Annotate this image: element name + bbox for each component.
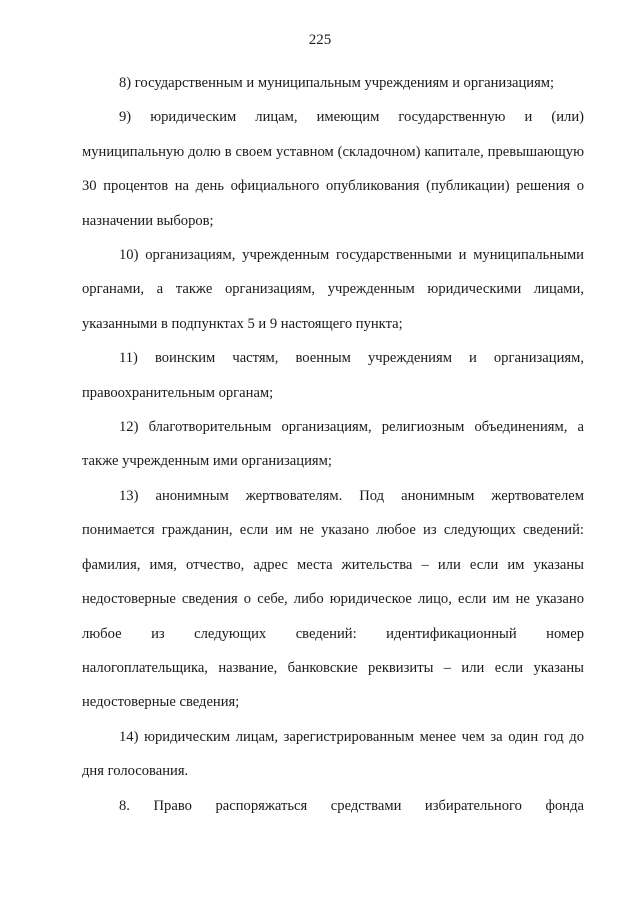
paragraph-section-8: 8. Право распоряжаться средствами избирательного фонда (119, 797, 584, 814)
paragraph-item-14: 14) юридическим лицам, зарегистрированным менее чем за один год до дня голосования. (82, 728, 584, 780)
document-body (82, 66, 584, 823)
paragraph-item-13: 13) анонимным жертвователям. Под анонимным жертвователем понимается гражданин, если им не указано любое из следующих сведений: фамилия, имя, отчество, адрес места жительства – или если им указаны недостоверные сведения о себе, либо юридическое лицо, если им не указано любое из следующих сведений: идентификационный номер налогоплательщика, название, банковские реквизиты – или если указаны недостоверные сведения; (82, 487, 584, 711)
paragraph-item-12: 12) благотворительным организациям, религиозным объединениям, а также учрежденным ими организациям; (82, 419, 584, 470)
paragraph-item-11: 11) воинским частям, военным учреждениям и организациям, правоохранительным органам; (82, 350, 584, 401)
paragraph-item-8: 8) государственным и муниципальным учреждениям и организациям; (119, 75, 555, 91)
page-number: 225 (308, 32, 332, 48)
paragraph-item-10: 10) организациям, учрежденным государственными и муниципальными органами, а также организациям, учрежденным юридическими лицами, указанными в подпунктах 5 и 9 настоящего пункта; (82, 247, 584, 332)
paragraph-item-9: 9) юридическим лицам, имеющим государственную и (или) муниципальную долю в своем уставном (складочном) капитале, превышающую 30 процентов на день официального опубликования (публикации) решения о назначении выборов; (82, 109, 584, 229)
